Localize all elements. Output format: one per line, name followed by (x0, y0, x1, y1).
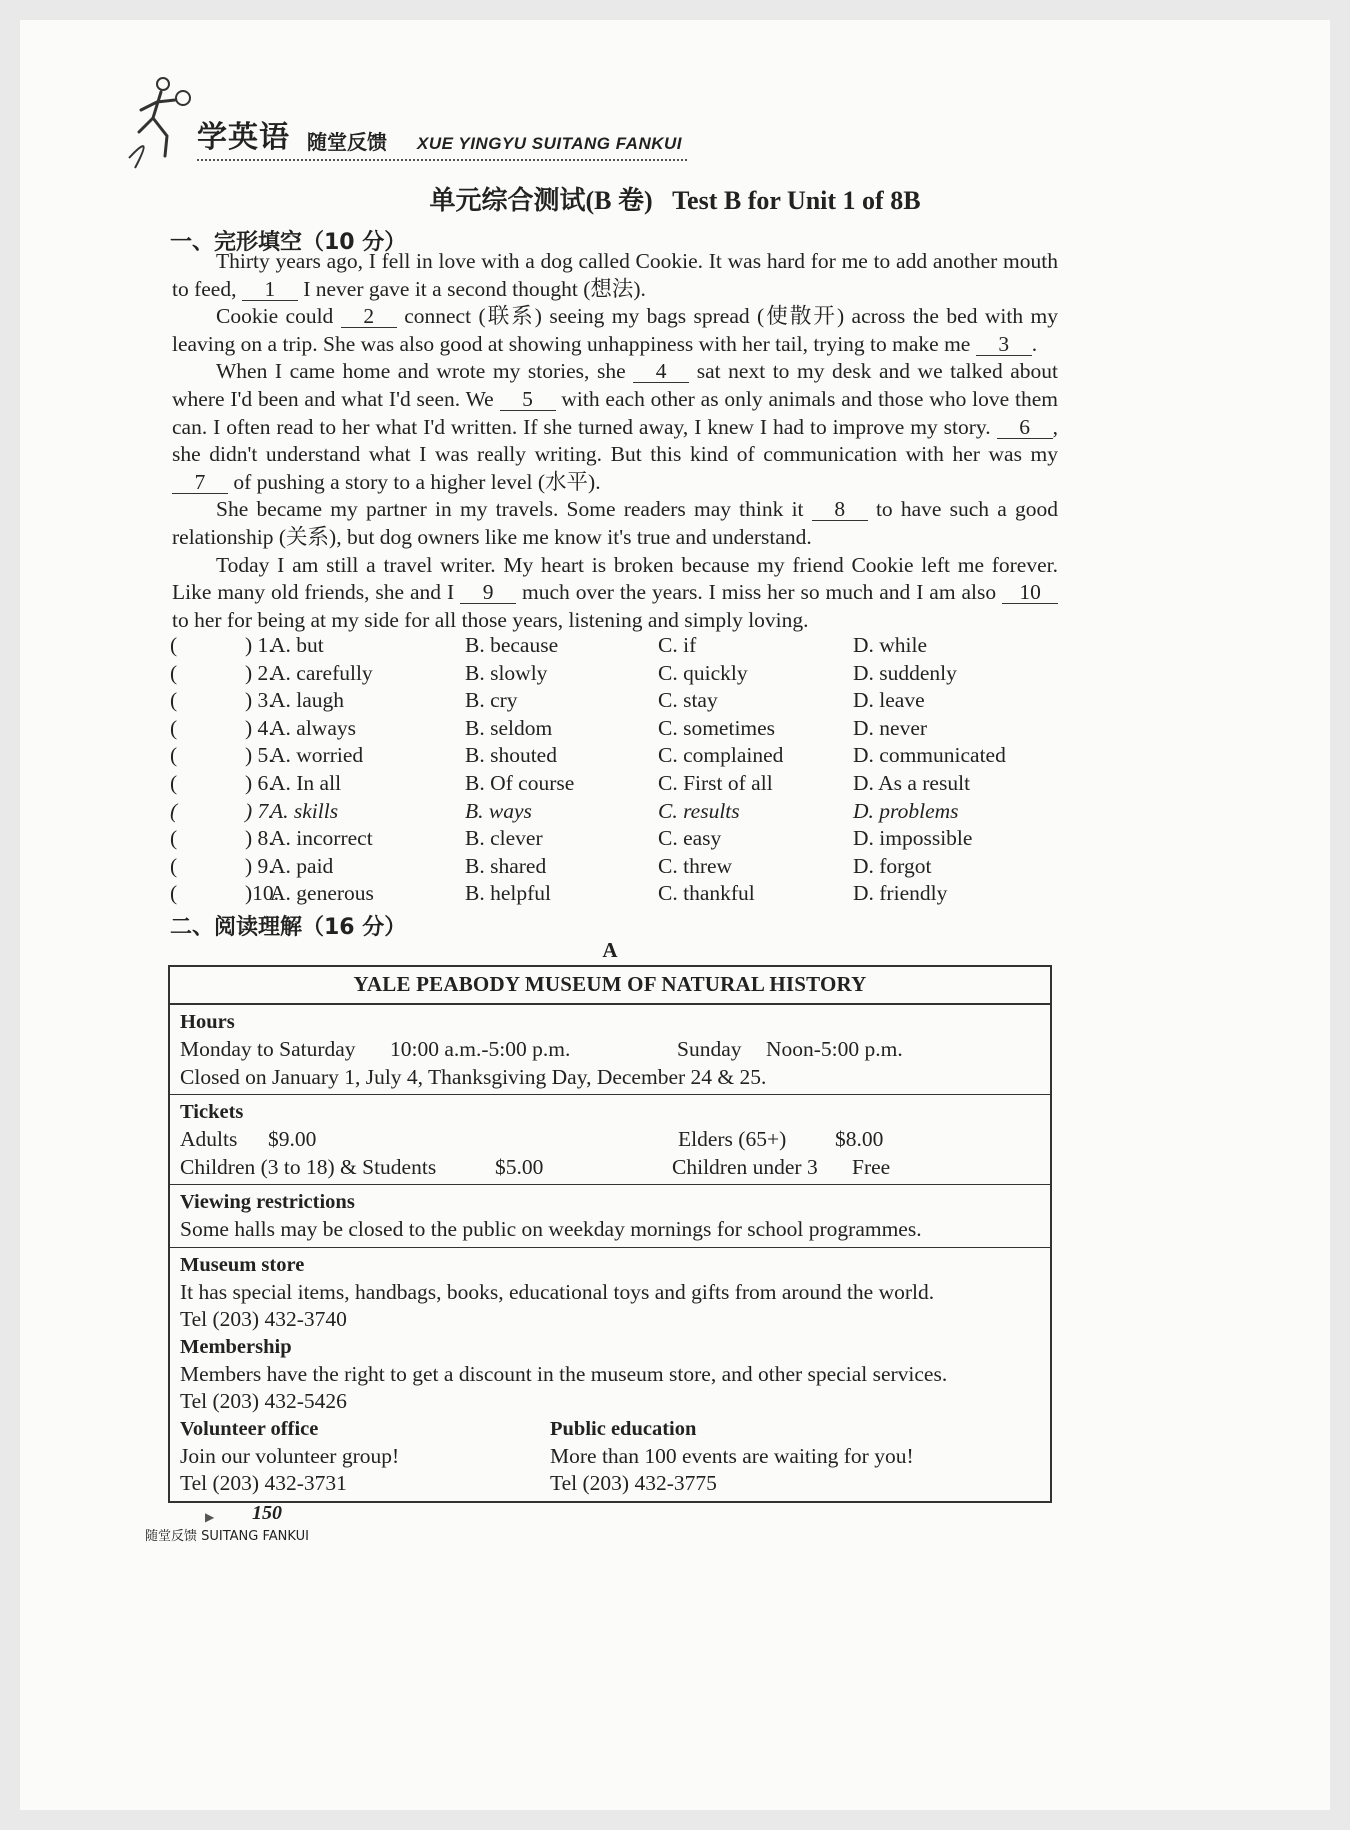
volunteer-tel: Tel (203) 432-3731 (180, 1471, 347, 1495)
option-b: B. ways (465, 798, 532, 823)
footer-brand: 随堂反馈 SUITANG FANKUI (145, 1529, 309, 1544)
ticket-line (180, 1154, 1040, 1182)
paragraph (172, 248, 1058, 303)
option-c: C. First of all (658, 770, 773, 795)
education-text: More than 100 events are waiting for you! (550, 1443, 914, 1468)
tickets-block (170, 1095, 1050, 1185)
option-d: D. impossible (853, 826, 973, 851)
workbook-header (125, 60, 690, 185)
option-d: D. suddenly (853, 660, 957, 685)
tickets-label: Tickets (180, 1101, 244, 1123)
option-d: D. forgot (853, 853, 932, 878)
answer-paren[interactable]: ( (170, 660, 178, 685)
option-d: D. never (853, 715, 928, 740)
answer-paren[interactable]: ( (170, 633, 178, 657)
header-cn-subtitle: 随堂反馈 (307, 130, 387, 154)
answer-paren[interactable]: ( (170, 743, 178, 768)
option-row (170, 854, 1070, 882)
store-text: It has special items, handbags, books, educational toys and gifts from around the world. (180, 1279, 935, 1304)
children-price: $5.00 (495, 1154, 544, 1179)
sunday-day: Sunday (677, 1037, 742, 1061)
option-a: A. but (270, 633, 324, 657)
section-cloze-heading: 一、完形填空（10 分） (170, 230, 407, 255)
passage-text: Thirty years ago, I fell in love with a dog called Cookie. It was hard for me to add another mouth to feed, (172, 249, 1058, 301)
option-c: C. easy (658, 826, 722, 851)
education-tel: Tel (203) 432-3775 (550, 1471, 717, 1495)
option-a: A. In all (270, 770, 342, 795)
option-a: A. paid (270, 853, 334, 878)
option-row (170, 743, 1070, 771)
closed-days: Closed on January 1, July 4, Thanksgiving Day, December 24 & 25. (180, 1064, 767, 1089)
passage-text: I never gave it a second thought (想法). (303, 276, 646, 301)
header-pinyin: XUE YINGYU SUITANG FANKUI (417, 134, 683, 153)
option-d: D. friendly (853, 881, 948, 906)
option-row (170, 716, 1070, 744)
blank-8: 8 (812, 498, 868, 521)
option-c: C. results (658, 798, 740, 823)
volunteer-text: Join our volunteer group! (180, 1443, 400, 1468)
passage-text: of pushing a story to a higher level (水平). (233, 469, 601, 494)
option-a: A. worried (270, 743, 364, 768)
passage-text: Cookie could (216, 304, 334, 329)
hours-label: Hours (180, 1011, 235, 1033)
option-d: D. problems (853, 798, 959, 823)
question-number: ) 7. (245, 798, 274, 823)
museum-info-table (168, 965, 1052, 1503)
question-number: ) 3. (245, 688, 274, 713)
question-number: ) 5. (245, 743, 274, 768)
blank-4: 4 (633, 360, 689, 383)
volunteer-col (180, 1416, 550, 1498)
blank-1: 1 (242, 278, 298, 301)
passage-text: When I came home and wrote my stories, she (216, 359, 626, 384)
answer-paren[interactable]: ( (170, 826, 178, 851)
passage-text: She became my partner in my travels. Some readers may think it (216, 497, 804, 522)
hours-block (170, 1005, 1050, 1095)
page-number: 150 (252, 1502, 282, 1524)
option-b: B. cry (465, 688, 518, 713)
option-a: A. skills (270, 798, 339, 823)
option-b: B. helpful (465, 881, 551, 906)
question-number: ) 4. (245, 715, 274, 740)
passage-text: connect (联系) seeing my bags spread (使散开) across the bed with my leaving on a trip. She was also good at showing unhappiness with her tail, trying to make me (172, 304, 1059, 356)
paragraph: Cookie could 2 connect (联系) seeing my bags spread (使散开) across the bed with my leaving on a trip. She was also good at showing unhappiness with her tail, trying to make me 3 . (172, 304, 1059, 356)
elders-label: Elders (65+) (678, 1127, 787, 1151)
header-cn-title: 学英语 (197, 120, 290, 155)
reading-passage-label: A (602, 938, 618, 962)
arrow-icon: ▶ (205, 1510, 215, 1524)
option-row (170, 633, 1070, 661)
option-row (170, 826, 1070, 854)
sunday-time: Noon-5:00 p.m. (766, 1037, 903, 1061)
membership-label: Membership (180, 1335, 292, 1358)
blank-5: 5 (500, 388, 556, 411)
hours-line (180, 1036, 1040, 1064)
option-b: B. Of course (465, 770, 575, 795)
blank-3: 3 (976, 333, 1032, 356)
question-number: ) 6. (245, 770, 274, 795)
store-block (170, 1248, 1050, 1501)
elders-price: $8.00 (835, 1127, 884, 1151)
passage-text: to her for being at my side for all those years, listening and simply loving. (172, 607, 809, 632)
membership-text: Members have the right to get a discount in the museum store, and other special services. (180, 1361, 948, 1386)
cloze-options (170, 633, 1070, 909)
question-number: ) 1. (245, 633, 274, 657)
option-c: C. stay (658, 688, 718, 713)
option-c: C. quickly (658, 660, 748, 685)
blank-9: 9 (460, 581, 516, 604)
option-d: D. As a result (853, 770, 971, 795)
volunteer-label: Volunteer office (180, 1417, 319, 1440)
adults-price: $9.00 (268, 1127, 317, 1151)
option-b: B. clever (465, 826, 543, 851)
option-d: D. while (853, 633, 928, 657)
passage-text: Today I am still a travel writer. My heart is broken because my friend Cookie left me forever. Like many old friends, she and I (172, 552, 1058, 605)
store-tel: Tel (203) 432-3740 (180, 1307, 347, 1331)
adults-label: Adults (180, 1127, 238, 1151)
option-b: B. seldom (465, 715, 553, 740)
blank-10: 10 (1002, 581, 1058, 604)
option-c: C. thankful (658, 881, 755, 906)
museum-name: YALE PEABODY MUSEUM OF NATURAL HISTORY (170, 967, 1050, 1005)
education-col (550, 1416, 914, 1498)
cloze-passage (172, 248, 1058, 634)
option-c: C. if (658, 633, 697, 657)
option-b: B. because (465, 633, 559, 657)
option-row (170, 799, 1070, 827)
option-b: B. shared (465, 853, 547, 878)
blank-6: 6 (997, 416, 1053, 439)
section-reading-heading: 二、阅读理解（16 分） (170, 915, 407, 940)
option-c: C. threw (658, 853, 733, 878)
option-a: A. incorrect (270, 826, 373, 851)
answer-paren[interactable]: ( (170, 798, 178, 823)
option-b: B. shouted (465, 743, 557, 768)
ticket-line (180, 1126, 1040, 1154)
under3-label: Children under 3 (672, 1154, 818, 1179)
answer-paren[interactable]: ( (170, 853, 178, 878)
viewing-label: Viewing restrictions (180, 1191, 355, 1213)
option-d: D. communicated (853, 743, 1006, 768)
passage-text: , she didn't understand what I was really writing. But this kind of communication with her was my (172, 414, 1059, 467)
answer-paren[interactable]: ( (170, 688, 178, 713)
question-number: ) 8. (245, 826, 274, 851)
passage-text: to have such a good relationship (关系), but dog owners like me know it's true and understand. (172, 497, 1059, 549)
option-a: A. always (270, 715, 356, 740)
weekday-days: Monday to Saturday (180, 1037, 356, 1061)
volunteer-education-row (180, 1416, 1040, 1498)
option-row (170, 771, 1070, 799)
option-row (170, 688, 1070, 716)
under3-price: Free (852, 1154, 891, 1179)
question-number: )10. (245, 881, 280, 906)
children-label: Children (3 to 18) & Students (180, 1154, 437, 1179)
passage-text: with each other as only animals and those who love them can. I often read to her what I'd written. If she turned away, I knew I had to improve my story. (172, 386, 1059, 439)
weekday-time: 10:00 a.m.-5:00 p.m. (390, 1037, 571, 1061)
option-a: A. laugh (270, 688, 345, 713)
passage-text: much over the years. I miss her so much and I am also (522, 580, 997, 605)
question-number: ) 2. (245, 660, 274, 685)
answer-paren[interactable]: ( (170, 715, 178, 740)
blank-7: 7 (172, 471, 228, 494)
option-a: A. generous (270, 881, 374, 906)
answer-paren[interactable]: ( (170, 770, 178, 795)
passage-text: sat next to my desk and we talked about where I'd been and what I'd seen. We (172, 359, 1059, 411)
paragraph (172, 496, 1058, 551)
option-c: C. complained (658, 743, 784, 768)
viewing-text: Some halls may be closed to the public on weekday mornings for school programmes. (180, 1217, 922, 1241)
store-label: Museum store (180, 1253, 305, 1276)
paragraph (172, 552, 1058, 635)
option-row (170, 881, 1070, 909)
paragraph (172, 358, 1058, 496)
option-row (170, 661, 1070, 689)
header-divider (197, 159, 687, 161)
option-c: C. sometimes (658, 715, 776, 740)
runner-logo-icon (125, 70, 205, 170)
viewing-block (170, 1185, 1050, 1248)
workbook-page (20, 20, 1330, 1810)
page-title: 单元综合测试(B 卷) Test B for Unit 1 of 8B (429, 186, 921, 215)
question-number: ) 9. (245, 853, 274, 878)
blank-2: 2 (341, 305, 397, 328)
option-a: A. carefully (270, 660, 373, 685)
option-b: B. slowly (465, 660, 548, 685)
option-d: D. leave (853, 688, 925, 713)
education-label: Public education (550, 1417, 697, 1440)
membership-tel: Tel (203) 432-5426 (180, 1389, 347, 1413)
answer-paren[interactable]: ( (170, 881, 178, 906)
